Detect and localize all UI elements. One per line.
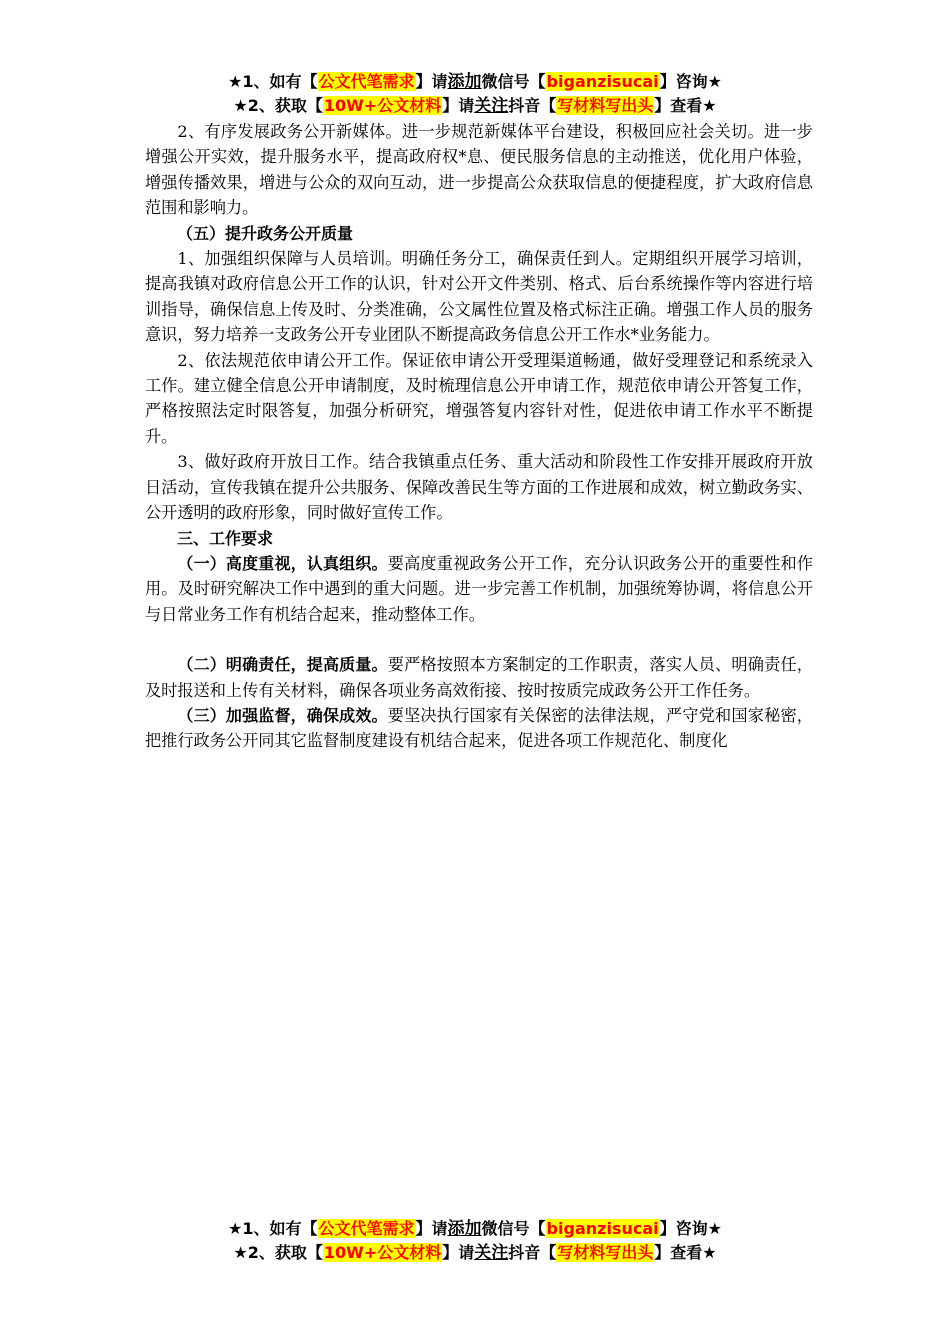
- requirement-1-text: 要高度重视政务公开工作，充分认识政务公开的重要性和作用。及时研究解决工作中遇到的重大问题。进一步完善工作机制，加强统筹协调，将信息公开与日常业务工作有机结合起来，推动整体工作。: [145, 553, 813, 624]
- section-heading-5: （五）提升政务公开质量: [177, 223, 354, 243]
- promo-line-1: ★1、如有【公文代笔需求】请添加微信号【biganzisucai】咨询★: [228, 1219, 722, 1239]
- requirement-2-text: 要严格按照本方案制定的工作职责，落实人员、明确责任，及时报送和上传有关材料，确保各项业务高效衔接、按时按质完成政务公开工作任务。: [145, 655, 813, 700]
- paragraph-training: 1、加强组织保障与人员培训。明确任务分工，确保责任到人。定期组织开展学习培训，提高我镇对政府信息公开工作的认识，针对公开文件类别、格式、后台系统操作等内容进行培训指导，确保信息上传及时、分类准确，公文属性位置及格式标注正确。增强工作人员的服务意识，努力培养一支政务公开专业团队不断提高政务信息公开工作水*业务能力。: [145, 249, 813, 345]
- highlight-materials: 10W+公文材料: [323, 1243, 442, 1262]
- promo-line-1: ★1、如有【公文代笔需求】请添加微信号【biganzisucai】咨询★: [228, 72, 722, 92]
- highlight-wechat-id: biganzisucai: [546, 1219, 659, 1238]
- highlight-douyin-id: 写材料写出头: [557, 96, 654, 115]
- requirement-1-lead: （一）高度重视，认真组织。: [177, 553, 388, 573]
- emphasis-follow: 关注: [474, 96, 509, 116]
- document-body: [145, 119, 813, 754]
- highlight-service: 公文代笔需求: [318, 72, 415, 91]
- promo-footer: [0, 1217, 950, 1265]
- paragraph-requirement-2: [145, 652, 813, 703]
- requirement-2-lead: （二）明确责任，提高质量。: [177, 655, 388, 675]
- highlight-wechat-id: biganzisucai: [546, 72, 659, 91]
- highlight-douyin-id: 写材料写出头: [557, 1243, 654, 1262]
- paragraph-new-media: 2、有序发展政务公开新媒体。进一步规范新媒体平台建设，积极回应社会关切。进一步增强公开实效，提升服务水平，提高政府权*息、便民服务信息的主动推送，优化用户体验，增强传播效果，增进与公众的双向互动，进一步提高公众获取信息的便捷程度，扩大政府信息范围和影响力。: [145, 122, 813, 218]
- paragraph-requirement-1: [145, 551, 813, 627]
- highlight-materials: 10W+公文材料: [323, 96, 442, 115]
- paragraph-open-day: 3、做好政府开放日工作。结合我镇重点任务、重大活动和阶段性工作安排开展政府开放日活动，宣传我镇在提升公共服务、保障改善民生等方面的工作进展和成效，树立勤政务实、公开透明的政府形象，同时做好宣传工作。: [145, 452, 813, 523]
- section-heading-3: 三、工作要求: [177, 528, 274, 548]
- promo-line-2: ★2、获取【10W+公文材料】请关注抖音【写材料写出头】查看★: [233, 1243, 717, 1263]
- promo-header: [0, 70, 950, 118]
- requirement-3-lead: （三）加强监督，确保成效。: [177, 705, 388, 725]
- paragraph-requirement-3: [145, 703, 813, 754]
- requirement-3-text: 要坚决执行国家有关保密的法律法规，严守党和国家秘密，把推行政务公开同其它监督制度建设有机结合起来，促进各项工作规范化、制度化: [145, 705, 813, 751]
- emphasis-add: 添加: [447, 72, 482, 92]
- highlight-service: 公文代笔需求: [318, 1219, 415, 1238]
- emphasis-add: 添加: [447, 1219, 482, 1239]
- emphasis-follow: 关注: [474, 1243, 509, 1263]
- paragraph-application: 2、依法规范依申请公开工作。保证依申请公开受理渠道畅通，做好受理登记和系统录入工作。建立健全信息公开申请制度，及时梳理信息公开申请工作，规范依申请公开答复工作，严格按照法定时限答复，加强分析研究，增强答复内容针对性，促进依申请工作水平不断提升。: [145, 350, 813, 446]
- promo-line-2: ★2、获取【10W+公文材料】请关注抖音【写材料写出头】查看★: [233, 96, 717, 116]
